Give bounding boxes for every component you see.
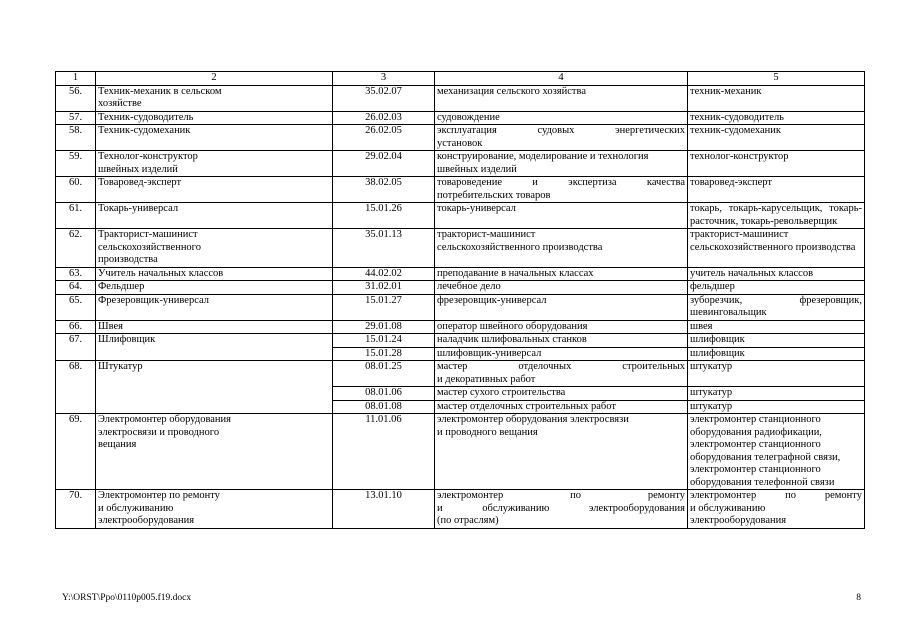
profession-name-cell (96, 414, 333, 490)
cell-line: техник-судомеханик (690, 125, 781, 136)
cell-line: токарь-универсал (437, 203, 516, 214)
specialty-cell (435, 294, 688, 320)
qualification-cell (688, 151, 865, 177)
row-number-cell: 66. (56, 320, 96, 334)
cell-line: Техник-судоводитель (98, 111, 194, 123)
specialty-cell (435, 490, 688, 529)
qualification-cell (688, 320, 865, 334)
table-body (56, 72, 865, 529)
header-cell: 1 (56, 72, 96, 86)
cell-line: производства (98, 254, 158, 265)
cell-line: эксплуатация судовых энергетических (437, 125, 685, 136)
cell-line: оборудования радиофикации, (690, 426, 822, 438)
row-number-cell: 65. (56, 294, 96, 320)
cell-line: учитель начальных классов (690, 267, 814, 279)
specialty-cell (435, 229, 688, 268)
cell-line: зуборезчик, фрезеровщик, (690, 294, 862, 306)
cell-line: швейных изделий (98, 163, 178, 175)
cell-line: оборудования телеграфной связи, (690, 451, 841, 463)
cell-line: товаровед-эксперт (690, 177, 772, 188)
row-number-cell: 58. (56, 125, 96, 151)
cell-line: электромонтер станционного (690, 414, 821, 425)
qualification-cell (688, 334, 865, 348)
cell-line: товароведение и экспертиза качества (437, 177, 685, 188)
specialty-cell (435, 125, 688, 151)
cell-line: электромонтер оборудования электросвязи (437, 414, 629, 425)
profession-name-cell (96, 125, 333, 151)
table-row (56, 294, 865, 320)
cell-line: установок (437, 137, 483, 149)
cell-line: конструирование, моделирование и технология (437, 151, 649, 162)
cell-line: оборудования телефонной связи (690, 476, 835, 488)
profession-name-cell (96, 85, 333, 111)
qualification-cell (688, 177, 865, 203)
specialty-cell (435, 361, 688, 387)
header-cell: 3 (333, 72, 435, 86)
specialty-cell (435, 267, 688, 281)
qualification-cell (688, 111, 865, 125)
cell-line: штукатур (690, 361, 733, 372)
cell-line: Техник-механик в сельском (98, 85, 222, 97)
row-number-cell: 63. (56, 267, 96, 281)
cell-line: и обслуживанию (98, 502, 174, 514)
profession-name-cell (96, 267, 333, 281)
profession-table (55, 71, 865, 529)
cell-line: механизация сельского хозяйства (437, 85, 586, 97)
code-cell: 13.01.10 (333, 490, 435, 529)
cell-line: судовождение (437, 111, 500, 123)
qualification-cell (688, 85, 865, 111)
qualification-cell (688, 347, 865, 361)
header-cell: 4 (435, 72, 688, 86)
page-number: 8 (856, 593, 861, 603)
cell-line: сельскохозяйственного (98, 241, 201, 253)
profession-name-cell (96, 281, 333, 295)
cell-line: шлифовщик (690, 347, 745, 359)
profession-name-cell (96, 229, 333, 268)
row-number-cell: 70. (56, 490, 96, 529)
cell-line: фельдшер (690, 281, 735, 292)
profession-name-cell (96, 177, 333, 203)
cell-line: электромонтер станционного (690, 439, 821, 450)
cell-line: шлифовщик-универсал (437, 347, 542, 359)
table-row (56, 414, 865, 490)
qualification-cell (688, 400, 865, 414)
profession-name-cell (96, 334, 333, 361)
cell-line: наладчик шлифовальных станков (437, 334, 587, 345)
code-cell: 15.01.24 (333, 334, 435, 348)
row-number-cell: 69. (56, 414, 96, 490)
specialty-cell (435, 111, 688, 125)
cell-line: швейных изделий (437, 163, 517, 175)
profession-name-cell (96, 111, 333, 125)
cell-line: токарь, токарь-карусельщик, токарь- (690, 203, 862, 214)
code-cell: 35.02.07 (333, 85, 435, 111)
cell-line: технолог-конструктор (690, 151, 789, 162)
qualification-cell (688, 387, 865, 401)
specialty-cell (435, 400, 688, 414)
cell-line: электросвязи и проводного (98, 426, 220, 438)
table-row (56, 203, 865, 229)
cell-line: сельскохозяйственного производства (437, 241, 603, 253)
table-row (56, 334, 865, 348)
table-row (56, 177, 865, 203)
profession-name-cell (96, 294, 333, 320)
cell-line: сельскохозяйственного производства (690, 241, 856, 253)
cell-line: штукатур (690, 387, 733, 398)
cell-line: и проводного вещания (437, 426, 538, 438)
cell-line: фрезеровщик-универсал (437, 294, 547, 306)
specialty-cell (435, 177, 688, 203)
qualification-cell (688, 490, 865, 529)
cell-line: Товаровед-эксперт (98, 177, 182, 188)
cell-line: и декоративных работ (437, 373, 536, 385)
cell-line: шевинговальщик (690, 307, 767, 318)
cell-line: тракторист-машинист (437, 229, 536, 240)
cell-line: электромонтер станционного (690, 464, 821, 475)
cell-line: Фельдшер (98, 281, 145, 292)
cell-line: Технолог-конструктор (98, 151, 198, 162)
cell-line: расточник, токарь-револьверщик (690, 215, 838, 227)
table-row (56, 267, 865, 281)
specialty-cell (435, 347, 688, 361)
cell-line: хозяйстве (98, 98, 142, 109)
code-cell: 11.01.06 (333, 414, 435, 490)
code-cell: 08.01.06 (333, 387, 435, 401)
specialty-cell (435, 203, 688, 229)
cell-line: мастер отделочных строительных (437, 361, 685, 372)
cell-line: Электромонтер оборудования (98, 414, 231, 425)
table-header-row (56, 72, 865, 86)
code-cell: 29.02.04 (333, 151, 435, 177)
qualification-cell (688, 125, 865, 151)
cell-line: и обслуживанию электрооборудования (690, 502, 787, 526)
table-row (56, 361, 865, 387)
qualification-cell (688, 294, 865, 320)
cell-line: преподавание в начальных классах (437, 267, 594, 279)
cell-line: швея (690, 320, 713, 332)
cell-line: Фрезеровщик-универсал (98, 294, 209, 306)
row-number-cell: 61. (56, 203, 96, 229)
cell-line: шлифовщик (690, 334, 745, 345)
cell-line: штукатур (690, 400, 733, 412)
table-row (56, 151, 865, 177)
header-cell: 5 (688, 72, 865, 86)
cell-line: тракторист-машинист (690, 229, 789, 240)
code-cell: 08.01.25 (333, 361, 435, 387)
header-cell: 2 (96, 72, 333, 86)
table-row (56, 320, 865, 334)
footer-file-path: Y:\ORST\Ppo\0110p005.f19.docx (62, 593, 192, 603)
cell-line: мастер сухого строительства (437, 387, 566, 398)
table-row (56, 111, 865, 125)
cell-line: мастер отделочных строительных работ (437, 400, 616, 412)
qualification-cell (688, 267, 865, 281)
row-number-cell: 57. (56, 111, 96, 125)
cell-line: Тракторист-машинист (98, 229, 198, 240)
table-row (56, 85, 865, 111)
code-cell: 29.01.08 (333, 320, 435, 334)
code-cell: 31.02.01 (333, 281, 435, 295)
cell-line: (по отраслям) (437, 515, 499, 526)
qualification-cell (688, 414, 865, 490)
profession-name-cell (96, 320, 333, 334)
cell-line: оператор швейного оборудования (437, 320, 588, 332)
cell-line: Швея (98, 320, 123, 332)
profession-name-cell (96, 151, 333, 177)
profession-name-cell (96, 361, 333, 414)
qualification-cell (688, 361, 865, 387)
qualification-cell (688, 281, 865, 295)
specialty-cell (435, 320, 688, 334)
specialty-cell (435, 414, 688, 490)
profession-name-cell (96, 490, 333, 529)
table-row (56, 125, 865, 151)
row-number-cell: 56. (56, 85, 96, 111)
row-number-cell: 67. (56, 334, 96, 361)
cell-line: потребительских товаров (437, 189, 551, 201)
cell-line: Шлифовщик (98, 334, 156, 345)
qualification-cell (688, 203, 865, 229)
row-number-cell: 62. (56, 229, 96, 268)
row-number-cell: 60. (56, 177, 96, 203)
cell-line: и обслуживанию электрооборудования (437, 502, 685, 514)
code-cell: 08.01.08 (333, 400, 435, 414)
table-row (56, 281, 865, 295)
code-cell: 35.01.13 (333, 229, 435, 268)
profession-name-cell (96, 203, 333, 229)
table-row (56, 229, 865, 268)
cell-line: электрооборудования (98, 515, 195, 526)
cell-line: электромонтер по ремонту (437, 490, 685, 501)
cell-line: Техник-судомеханик (98, 125, 191, 136)
cell-line: лечебное дело (437, 281, 501, 292)
row-number-cell: 68. (56, 361, 96, 414)
specialty-cell (435, 334, 688, 348)
code-cell: 26.02.03 (333, 111, 435, 125)
cell-line: Учитель начальных классов (98, 267, 224, 279)
cell-line: техник-судоводитель (690, 111, 784, 123)
table-row (56, 490, 865, 529)
cell-line: электромонтер по ремонту (690, 490, 862, 501)
code-cell: 15.01.28 (333, 347, 435, 361)
qualification-cell (688, 229, 865, 268)
specialty-cell (435, 387, 688, 401)
code-cell: 15.01.26 (333, 203, 435, 229)
specialty-cell (435, 151, 688, 177)
code-cell: 38.02.05 (333, 177, 435, 203)
code-cell: 15.01.27 (333, 294, 435, 320)
row-number-cell: 64. (56, 281, 96, 295)
cell-line: техник-механик (690, 85, 762, 97)
cell-line: Штукатур (98, 361, 143, 372)
cell-line: Электромонтер по ремонту (98, 490, 220, 501)
specialty-cell (435, 85, 688, 111)
specialty-cell (435, 281, 688, 295)
cell-line: вещания (98, 439, 137, 450)
row-number-cell: 59. (56, 151, 96, 177)
code-cell: 26.02.05 (333, 125, 435, 151)
code-cell: 44.02.02 (333, 267, 435, 281)
cell-line: Токарь-универсал (98, 203, 179, 214)
